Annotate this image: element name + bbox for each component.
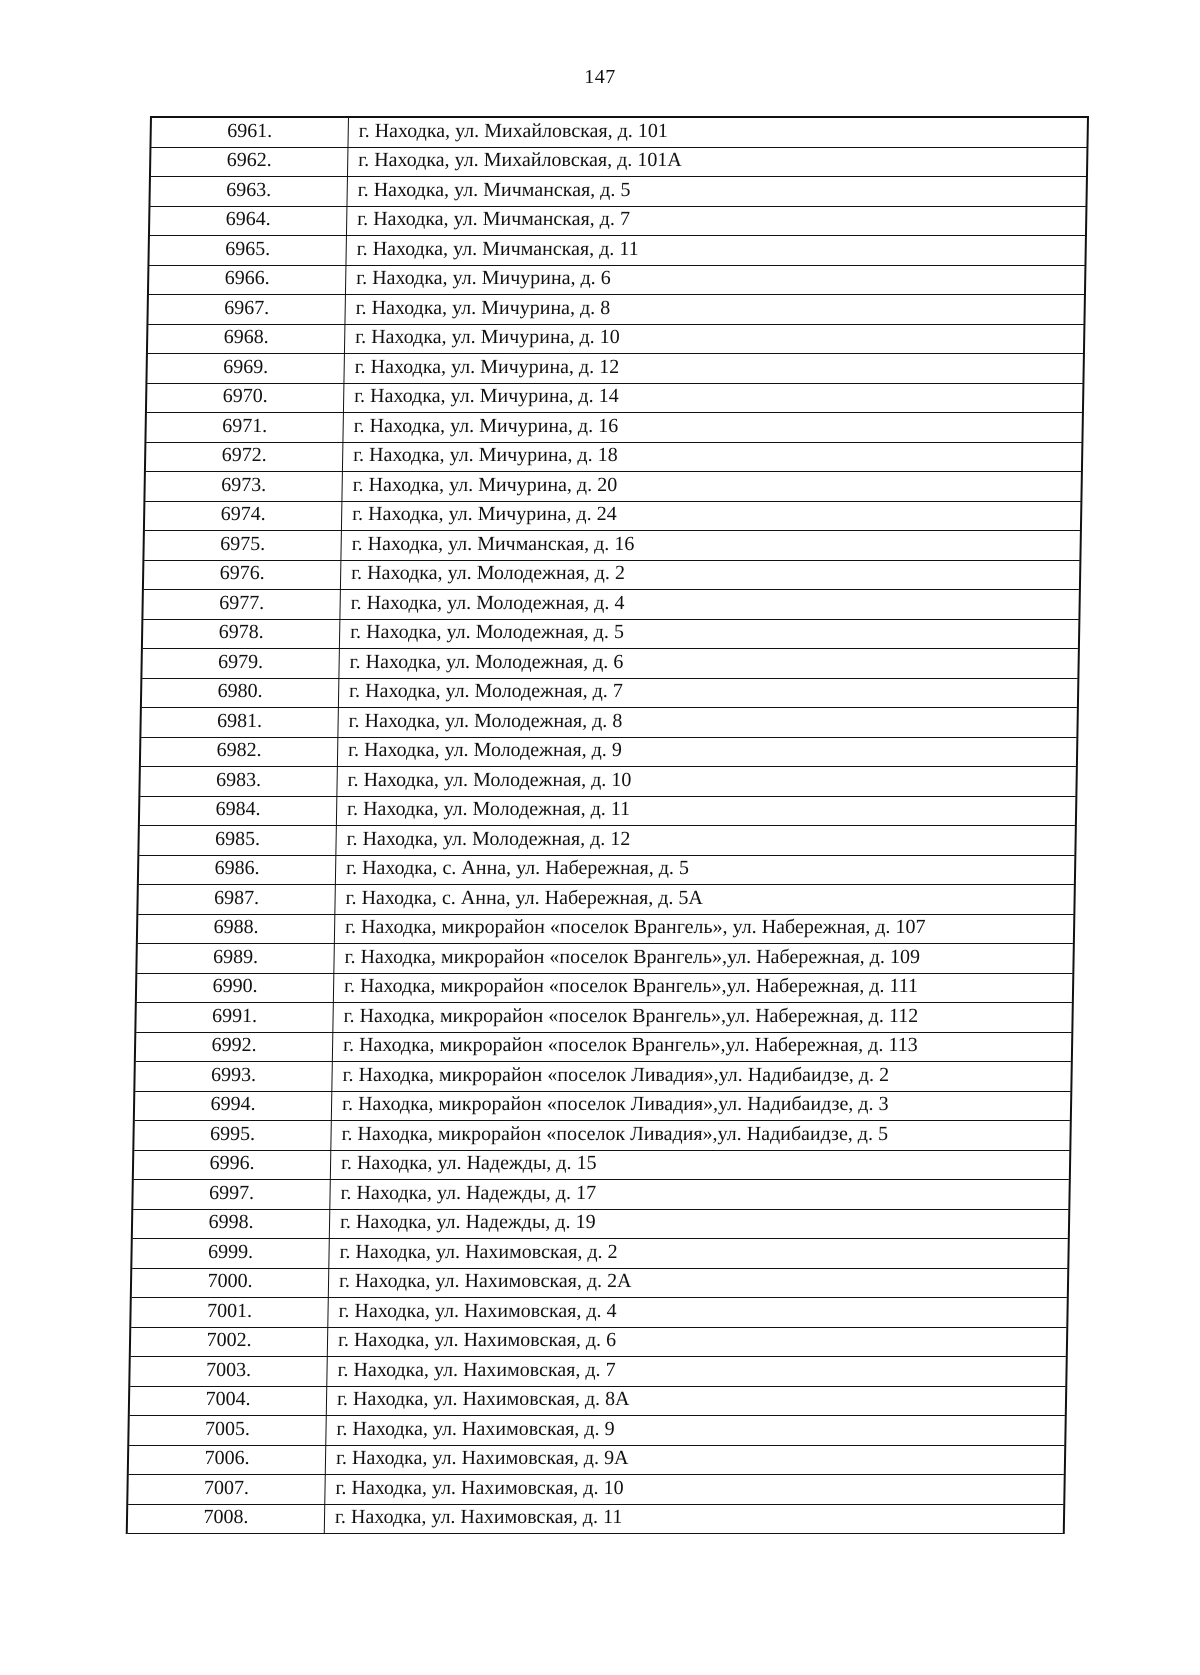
table-row [144, 561, 1080, 591]
table-row [145, 472, 1081, 502]
row-address: г. Находка, ул. Мичурина, д. 16 [353, 414, 619, 437]
row-number: 6993. [135, 1062, 332, 1091]
row-number: 6983. [140, 767, 337, 796]
row-address: г. Находка, ул. Мичманская, д. 16 [351, 532, 635, 555]
row-number: 7001. [131, 1298, 328, 1327]
row-number: 6977. [143, 590, 340, 619]
table-row [136, 1033, 1072, 1063]
row-address: г. Находка, ул. Мичурина, д. 8 [355, 296, 611, 319]
table-row [146, 413, 1082, 443]
row-address: г. Находка, ул. Мичурина, д. 18 [353, 444, 618, 467]
table-row [147, 354, 1083, 384]
table-row [140, 767, 1076, 797]
row-address: г. Находка, ул. Надежды, д. 15 [340, 1152, 597, 1175]
row-address: г. Находка, микрорайон «поселок Врангель», ул. Набережная, д. 107 [344, 916, 926, 939]
table-row [132, 1239, 1068, 1269]
row-address: г. Находка, ул. Нахимовская, д. 4 [338, 1299, 617, 1322]
table-row [139, 856, 1075, 886]
row-address: г. Находка, ул. Мичурина, д. 12 [354, 355, 620, 378]
table-row [131, 1328, 1067, 1358]
row-number: 6971. [146, 413, 343, 442]
table-row [138, 915, 1074, 945]
row-address: г. Находка, ул. Михайловская, д. 101А [358, 149, 683, 172]
row-address: г. Находка, ул. Мичурина, д. 6 [356, 267, 611, 290]
row-address: г. Находка, ул. Мичманская, д. 7 [357, 208, 631, 231]
row-number: 6997. [133, 1180, 330, 1209]
table-row [136, 1003, 1072, 1033]
row-address: г. Находка, ул. Молодежная, д. 11 [346, 798, 631, 821]
row-address: г. Находка, микрорайон «поселок Врангель»,ул. Набережная, д. 113 [342, 1034, 918, 1057]
row-address: г. Находка, ул. Нахимовская, д. 8А [336, 1388, 630, 1411]
row-number: 6996. [134, 1151, 331, 1180]
row-number: 6968. [148, 325, 345, 354]
table-row [135, 1062, 1071, 1092]
table-row [148, 295, 1084, 325]
row-address: г. Находка, ул. Мичманская, д. 5 [357, 178, 631, 201]
table-row [133, 1210, 1069, 1240]
table-row [128, 1475, 1064, 1505]
row-number: 7005. [129, 1416, 326, 1445]
row-address: г. Находка, ул. Молодежная, д. 9 [347, 739, 623, 762]
row-address: г. Находка, микрорайон «поселок Ливадия»,ул. Надибаидзе, д. 2 [342, 1063, 890, 1086]
row-number: 6978. [143, 620, 340, 649]
row-address: г. Находка, ул. Молодежная, д. 5 [349, 621, 625, 644]
table-row [142, 679, 1078, 709]
table-row [147, 384, 1083, 414]
table-row [141, 708, 1077, 738]
row-number: 6989. [137, 944, 334, 973]
row-number: 6992. [136, 1033, 333, 1062]
table-row [150, 207, 1086, 237]
table-row [129, 1446, 1065, 1476]
row-number: 6988. [138, 915, 335, 944]
table-row [145, 502, 1081, 532]
page-number: 147 [584, 66, 616, 88]
row-number: 6973. [145, 472, 342, 501]
row-address: г. Находка, с. Анна, ул. Набережная, д. 5 [345, 857, 690, 880]
row-number: 7004. [130, 1387, 327, 1416]
row-number: 6972. [146, 443, 343, 472]
row-number: 7007. [128, 1475, 325, 1504]
row-address: г. Находка, ул. Молодежная, д. 6 [349, 650, 624, 673]
row-number: 6982. [141, 738, 338, 767]
row-number: 6969. [147, 354, 344, 383]
row-address: г. Находка, ул. Михайловская, д. 101 [358, 119, 669, 142]
row-address: г. Находка, микрорайон «поселок Врангель»,ул. Набережная, д. 109 [344, 945, 921, 968]
row-number: 6965. [149, 236, 346, 265]
table-row [143, 620, 1079, 650]
row-number: 6970. [147, 384, 344, 413]
row-number: 7008. [128, 1505, 325, 1534]
row-number: 6987. [138, 885, 335, 914]
table-row [137, 974, 1073, 1004]
table-row [149, 236, 1085, 266]
address-table [126, 116, 1089, 1534]
row-address: г. Находка, ул. Молодежная, д. 8 [348, 709, 623, 732]
row-address: г. Находка, ул. Молодежная, д. 12 [346, 827, 631, 850]
row-address: г. Находка, ул. Нахимовская, д. 7 [337, 1358, 616, 1381]
table-row [138, 885, 1074, 915]
row-number: 6994. [135, 1092, 332, 1121]
table-row [131, 1298, 1067, 1328]
row-number: 6962. [151, 148, 348, 177]
row-address: г. Находка, ул. Мичманская, д. 11 [356, 237, 639, 260]
row-number: 6995. [134, 1121, 331, 1150]
row-address: г. Находка, с. Анна, ул. Набережная, д. 5А [345, 886, 704, 909]
row-address: г. Находка, ул. Мичурина, д. 14 [354, 385, 619, 408]
row-number: 6967. [148, 295, 345, 324]
table-row [144, 531, 1080, 561]
row-number: 7002. [131, 1328, 328, 1357]
row-address: г. Находка, ул. Мичурина, д. 10 [355, 326, 620, 349]
row-number: 6981. [141, 708, 338, 737]
row-number: 6980. [142, 679, 339, 708]
row-number: 6990. [137, 974, 334, 1003]
row-number: 6964. [150, 207, 347, 236]
row-number: 6961. [151, 118, 348, 147]
table-row [135, 1092, 1071, 1122]
row-number: 6985. [139, 826, 336, 855]
row-number: 6974. [145, 502, 342, 531]
row-address: г. Находка, микрорайон «поселок Врангель»,ул. Набережная, д. 112 [343, 1004, 919, 1027]
row-number: 6975. [144, 531, 341, 560]
row-number: 7003. [130, 1357, 327, 1386]
row-address: г. Находка, ул. Нахимовская, д. 2 [339, 1240, 618, 1263]
row-number: 7006. [129, 1446, 326, 1475]
table-row [143, 590, 1079, 620]
row-address: г. Находка, ул. Нахимовская, д. 2А [338, 1270, 632, 1293]
row-address: г. Находка, ул. Нахимовская, д. 9 [336, 1417, 615, 1440]
table-row [139, 826, 1075, 856]
row-address: г. Находка, ул. Нахимовская, д. 11 [334, 1506, 623, 1529]
table-row [151, 148, 1087, 178]
row-number: 6986. [139, 856, 336, 885]
row-address: г. Находка, микрорайон «поселок Врангель»,ул. Набережная, д. 111 [343, 975, 919, 998]
row-number: 6998. [133, 1210, 330, 1239]
row-address: г. Находка, ул. Надежды, д. 17 [340, 1181, 597, 1204]
table-row [140, 797, 1076, 827]
row-number: 7000. [132, 1269, 329, 1298]
row-address: г. Находка, микрорайон «поселок Ливадия»,ул. Надибаидзе, д. 5 [341, 1122, 889, 1145]
table-row [134, 1151, 1070, 1181]
table-row [151, 118, 1087, 148]
row-address: г. Находка, ул. Молодежная, д. 4 [350, 591, 625, 614]
table-row [129, 1416, 1065, 1446]
table-row [128, 1505, 1064, 1535]
row-address: г. Находка, ул. Нахимовская, д. 9А [335, 1447, 629, 1470]
table-row [134, 1121, 1070, 1151]
row-address: г. Находка, ул. Нахимовская, д. 10 [335, 1476, 624, 1499]
table-row [150, 177, 1086, 207]
table-row [132, 1269, 1068, 1299]
row-address: г. Находка, ул. Нахимовская, д. 6 [337, 1329, 617, 1352]
row-address: г. Находка, ул. Надежды, д. 19 [339, 1211, 596, 1234]
row-address: г. Находка, микрорайон «поселок Ливадия»,ул. Надибаидзе, д. 3 [341, 1093, 889, 1116]
row-number: 6963. [150, 177, 347, 206]
row-address: г. Находка, ул. Мичурина, д. 24 [351, 503, 617, 526]
row-number: 6991. [136, 1003, 333, 1032]
row-address: г. Находка, ул. Мичурина, д. 20 [352, 473, 618, 496]
table-row [146, 443, 1082, 473]
row-number: 6979. [142, 649, 339, 678]
row-address: г. Находка, ул. Молодежная, д. 7 [348, 680, 624, 703]
table-row [130, 1357, 1066, 1387]
table-row [149, 266, 1085, 296]
row-address: г. Находка, ул. Молодежная, д. 10 [347, 768, 632, 791]
row-number: 6976. [144, 561, 341, 590]
table-row [137, 944, 1073, 974]
table-row [148, 325, 1084, 355]
row-number: 6999. [132, 1239, 329, 1268]
table-row [142, 649, 1078, 679]
table-row [130, 1387, 1066, 1417]
table-row [141, 738, 1077, 768]
row-number: 6984. [140, 797, 337, 826]
row-number: 6966. [149, 266, 346, 295]
table-row [133, 1180, 1069, 1210]
row-address: г. Находка, ул. Молодежная, д. 2 [350, 562, 626, 585]
